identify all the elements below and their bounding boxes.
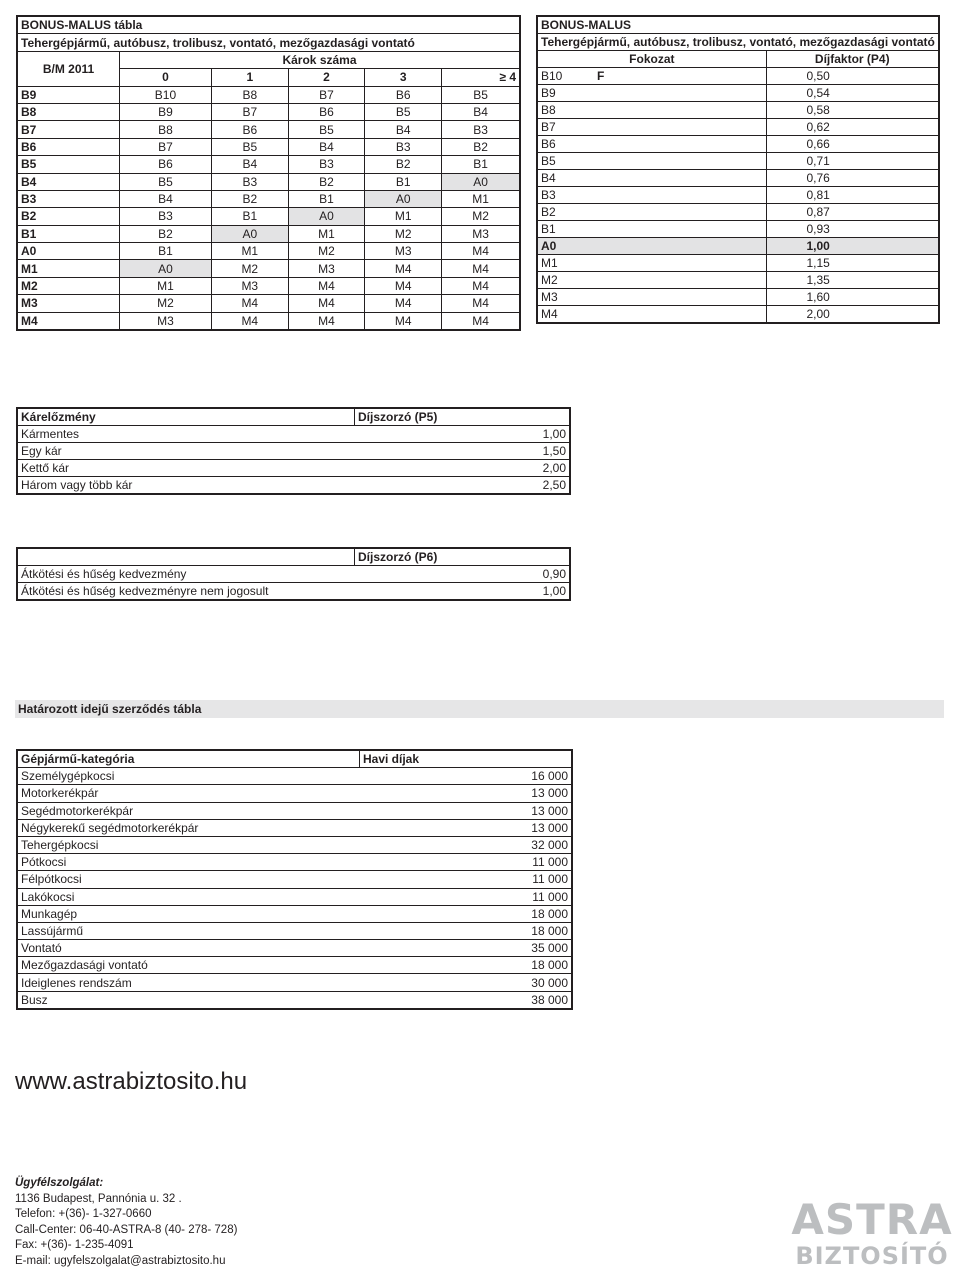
- bm-cell: M4: [442, 260, 520, 277]
- bf-col-factor: Díjfaktor (P4): [766, 51, 939, 68]
- bm-row-class: M4: [17, 312, 120, 330]
- fix-row: [17, 854, 572, 871]
- bf-mid: [594, 85, 766, 102]
- bf-mid: [594, 221, 766, 238]
- bm-row: [17, 86, 520, 103]
- bm-claim-col: 2: [288, 69, 365, 86]
- bf-row: [537, 272, 939, 289]
- fax-line: Fax: +(36)- 1-235-4091: [15, 1239, 134, 1251]
- bm-cell: B5: [442, 86, 520, 103]
- p5-value: 2,00: [355, 460, 571, 477]
- bm-cell: A0: [211, 225, 288, 242]
- bm-row-class: A0: [17, 243, 120, 260]
- bf-mid: [594, 187, 766, 204]
- fix-value: 18 000: [360, 922, 573, 939]
- phone-line: Telefon: +(36)- 1-327-0660: [15, 1208, 152, 1220]
- fix-col-category: Gépjármű-kategória: [17, 750, 360, 768]
- bm-cell: B7: [211, 103, 288, 120]
- bf-subtitle: Tehergépjármű, autóbusz, trolibusz, vontató, mezőgazdasági vontató: [537, 34, 939, 51]
- bm-cell: M3: [288, 260, 365, 277]
- bf-level: B1: [537, 221, 594, 238]
- bf-factor: 1,15: [766, 255, 939, 272]
- bf-mid: [594, 119, 766, 136]
- bonus-malus-table: [16, 15, 521, 331]
- bm-cell: B2: [288, 173, 365, 190]
- call-center-line: Call-Center: 06-40-ASTRA-8 (40- 278- 728): [15, 1223, 238, 1236]
- bm-row: [17, 260, 520, 277]
- fix-value: 13 000: [360, 785, 573, 802]
- bm-row-class: B3: [17, 190, 120, 207]
- bm-cell: M4: [442, 295, 520, 312]
- fix-row: [17, 991, 572, 1009]
- fixed-term-table: [16, 749, 573, 1010]
- bm-row-class: B5: [17, 156, 120, 173]
- bf-mid: [594, 289, 766, 306]
- bf-factor: 0,62: [766, 119, 939, 136]
- fix-label: Lakókocsi: [17, 888, 360, 905]
- bm-cell: M4: [211, 312, 288, 330]
- bf-row: [537, 204, 939, 221]
- bm-cell: M1: [288, 225, 365, 242]
- bm-row: [17, 312, 520, 330]
- bf-mid: [594, 153, 766, 170]
- p5-value: 1,00: [355, 426, 571, 443]
- bm-row: [17, 208, 520, 225]
- bm-cell: B1: [442, 156, 520, 173]
- bf-level: M1: [537, 255, 594, 272]
- email-line: E-mail: ugyfelszolgalat@astrabiztosito.hu: [15, 1254, 226, 1267]
- bm-cell: M4: [288, 312, 365, 330]
- bm-cell: B3: [442, 121, 520, 138]
- bf-factor: 0,71: [766, 153, 939, 170]
- bf-factor: 0,58: [766, 102, 939, 119]
- fix-value: 16 000: [360, 768, 573, 785]
- bf-factor: 0,50: [766, 68, 939, 85]
- bm-row-class: B1: [17, 225, 120, 242]
- bf-row: [537, 136, 939, 153]
- p6-col-value: Díjszorzó (P6): [355, 548, 571, 566]
- bm-cell: M2: [288, 243, 365, 260]
- fix-value: 18 000: [360, 905, 573, 922]
- p5-row: [17, 443, 570, 460]
- claims-history-table: [16, 407, 571, 495]
- bf-level: M4: [537, 306, 594, 324]
- bf-factor: 0,81: [766, 187, 939, 204]
- fix-label: Személygépkocsi: [17, 768, 360, 785]
- bm-claim-col: ≥ 4: [442, 69, 520, 86]
- logo-bottom-text: BIZTOSÍTÓ: [795, 1242, 949, 1270]
- fix-value: 13 000: [360, 819, 573, 836]
- fix-label: Pótkocsi: [17, 854, 360, 871]
- fix-row: [17, 888, 572, 905]
- bf-col-level: Fokozat: [537, 51, 766, 68]
- bm-claim-col: 1: [211, 69, 288, 86]
- bm-row: [17, 103, 520, 120]
- bf-row: [537, 306, 939, 324]
- fix-row: [17, 957, 572, 974]
- fix-label: Motorkerékpár: [17, 785, 360, 802]
- p6-row: [17, 566, 570, 583]
- bm-row: [17, 138, 520, 155]
- bm-row-class: B9: [17, 86, 120, 103]
- bm-row: [17, 277, 520, 294]
- fix-value: 32 000: [360, 836, 573, 853]
- bf-mid: [594, 306, 766, 324]
- bm-cell: B6: [211, 121, 288, 138]
- fix-row: [17, 836, 572, 853]
- bf-factor: 2,00: [766, 306, 939, 324]
- bf-level: B2: [537, 204, 594, 221]
- bm-cell: B5: [365, 103, 442, 120]
- bm-cell: B2: [442, 138, 520, 155]
- bf-factor: 1,60: [766, 289, 939, 306]
- bm-cell: B2: [120, 225, 212, 242]
- logo-top-text: ASTRA: [791, 1195, 953, 1244]
- bm-cell: B3: [288, 156, 365, 173]
- bm-row-class: B6: [17, 138, 120, 155]
- fix-row: [17, 819, 572, 836]
- p5-value: 1,50: [355, 443, 571, 460]
- bm-cell: M4: [288, 295, 365, 312]
- bf-mid: F: [594, 68, 766, 85]
- website-link[interactable]: www.astrabiztosito.hu: [15, 1068, 248, 1095]
- bm-cell: M4: [211, 295, 288, 312]
- fix-value: 18 000: [360, 957, 573, 974]
- bm-cell: A0: [442, 173, 520, 190]
- bf-level: B3: [537, 187, 594, 204]
- bm-row: [17, 156, 520, 173]
- bm-cell: B2: [211, 190, 288, 207]
- fix-row: [17, 974, 572, 991]
- bm-cell: B4: [211, 156, 288, 173]
- bm-row: [17, 190, 520, 207]
- p6-value: 0,90: [355, 566, 571, 583]
- bf-factor: 0,66: [766, 136, 939, 153]
- bm-cell: M4: [442, 277, 520, 294]
- bm-cell: M2: [211, 260, 288, 277]
- bf-factor: 0,76: [766, 170, 939, 187]
- bm-row: [17, 243, 520, 260]
- bm-cell: M4: [442, 243, 520, 260]
- p5-label: Kármentes: [17, 426, 355, 443]
- bm-cell: M3: [120, 312, 212, 330]
- bm-cell: B8: [120, 121, 212, 138]
- fix-value: 38 000: [360, 991, 573, 1009]
- bm-cell: B1: [120, 243, 212, 260]
- bm-row: [17, 173, 520, 190]
- p5-value: 2,50: [355, 477, 571, 495]
- bf-row: [537, 255, 939, 272]
- fix-label: Félpótkocsi: [17, 871, 360, 888]
- bf-level: B6: [537, 136, 594, 153]
- bf-row: [537, 289, 939, 306]
- bm-cell: M3: [365, 243, 442, 260]
- bm-cell: B1: [288, 190, 365, 207]
- bm-cell: M4: [365, 295, 442, 312]
- bm-cell: M4: [365, 312, 442, 330]
- bm-cell: M4: [442, 312, 520, 330]
- bf-row: [537, 68, 939, 85]
- astra-logo: [791, 1192, 953, 1270]
- bf-mid: [594, 102, 766, 119]
- bf-row: [537, 238, 939, 255]
- fix-label: Négykerekű segédmotorkerékpár: [17, 819, 360, 836]
- fix-label: Busz: [17, 991, 360, 1009]
- bm-cell: B6: [120, 156, 212, 173]
- bf-mid: [594, 272, 766, 289]
- bm-cell: B2: [365, 156, 442, 173]
- bf-factor: 0,54: [766, 85, 939, 102]
- bf-factor: 1,35: [766, 272, 939, 289]
- fix-value: 11 000: [360, 871, 573, 888]
- fix-label: Munkagép: [17, 905, 360, 922]
- bm-cell: B1: [365, 173, 442, 190]
- p5-row: [17, 426, 570, 443]
- bf-row: [537, 102, 939, 119]
- fix-label: Mezőgazdasági vontató: [17, 957, 360, 974]
- fix-label: Lassújármű: [17, 922, 360, 939]
- bf-row: [537, 153, 939, 170]
- bm-subtitle: Tehergépjármű, autóbusz, trolibusz, vontató, mezőgazdasági vontató: [17, 34, 520, 51]
- bf-mid: [594, 204, 766, 221]
- bm-row-class: M3: [17, 295, 120, 312]
- bm-row-class: B4: [17, 173, 120, 190]
- bm-row-class: B8: [17, 103, 120, 120]
- bm-cell: B7: [288, 86, 365, 103]
- bm-cell: B5: [211, 138, 288, 155]
- bf-mid: [594, 255, 766, 272]
- fix-value: 11 000: [360, 888, 573, 905]
- bm-cell: M1: [120, 277, 212, 294]
- fix-label: Segédmotorkerékpár: [17, 802, 360, 819]
- customer-service-block: [15, 1176, 237, 1269]
- bf-row: [537, 221, 939, 238]
- bf-level: B8: [537, 102, 594, 119]
- bm-cell: B3: [120, 208, 212, 225]
- p5-row: [17, 460, 570, 477]
- p5-col-value: Díjszorzó (P5): [355, 408, 571, 426]
- bf-level: B7: [537, 119, 594, 136]
- bm-row: [17, 225, 520, 242]
- p5-label: Három vagy több kár: [17, 477, 355, 495]
- bm-cell: B6: [288, 103, 365, 120]
- fix-value: 11 000: [360, 854, 573, 871]
- p6-row: [17, 583, 570, 601]
- fix-label: Ideiglenes rendszám: [17, 974, 360, 991]
- bf-level: B4: [537, 170, 594, 187]
- bm-cell: B1: [211, 208, 288, 225]
- bm-claims-header: Károk száma: [120, 51, 521, 68]
- bf-level: A0: [537, 238, 594, 255]
- bf-row: [537, 85, 939, 102]
- p5-col-label: Kárelőzmény: [17, 408, 355, 426]
- bf-factor: 0,93: [766, 221, 939, 238]
- bm-cell: B7: [120, 138, 212, 155]
- bm-row-class: M2: [17, 277, 120, 294]
- bm-cell: B4: [120, 190, 212, 207]
- bm-claim-col: 3: [365, 69, 442, 86]
- bonus-factor-table: [536, 15, 940, 324]
- p5-row: [17, 477, 570, 495]
- fix-label: Vontató: [17, 940, 360, 957]
- bm-row-header: B/M 2011: [17, 51, 120, 86]
- bf-factor: 1,00: [766, 238, 939, 255]
- p5-label: Kettő kár: [17, 460, 355, 477]
- fixed-term-section-title: Határozott idejű szerződés tábla: [15, 700, 944, 718]
- bm-cell: M4: [288, 277, 365, 294]
- bm-row: [17, 121, 520, 138]
- bm-cell: M2: [120, 295, 212, 312]
- bm-cell: A0: [365, 190, 442, 207]
- bm-cell: B6: [365, 86, 442, 103]
- bm-cell: B3: [211, 173, 288, 190]
- fix-value: 35 000: [360, 940, 573, 957]
- fix-row: [17, 905, 572, 922]
- fix-col-monthly: Havi díjak: [360, 750, 573, 768]
- p6-label: Átkötési és hűség kedvezményre nem jogosult: [17, 583, 355, 601]
- bm-cell: M2: [365, 225, 442, 242]
- bf-row: [537, 119, 939, 136]
- bm-cell: B4: [442, 103, 520, 120]
- bm-row-class: B2: [17, 208, 120, 225]
- bm-cell: M3: [442, 225, 520, 242]
- bm-cell: B3: [365, 138, 442, 155]
- fix-label: Tehergépkocsi: [17, 836, 360, 853]
- bf-row: [537, 170, 939, 187]
- bm-row-class: M1: [17, 260, 120, 277]
- customer-service-title: Ügyfélszolgálat:: [15, 1177, 104, 1189]
- bf-level: M2: [537, 272, 594, 289]
- bf-level: M3: [537, 289, 594, 306]
- bm-cell: A0: [120, 260, 212, 277]
- transfer-table: [16, 547, 571, 601]
- p5-label: Egy kár: [17, 443, 355, 460]
- bm-cell: M1: [442, 190, 520, 207]
- bf-level: B10: [537, 68, 594, 85]
- bm-cell: B5: [120, 173, 212, 190]
- bm-cell: B4: [365, 121, 442, 138]
- bm-cell: M1: [365, 208, 442, 225]
- bf-mid: [594, 170, 766, 187]
- fix-row: [17, 940, 572, 957]
- bm-claim-col: 0: [120, 69, 212, 86]
- bf-row: [537, 187, 939, 204]
- bf-factor: 0,87: [766, 204, 939, 221]
- bm-cell: M4: [365, 277, 442, 294]
- bm-row-class: B7: [17, 121, 120, 138]
- bm-cell: M3: [211, 277, 288, 294]
- fix-row: [17, 802, 572, 819]
- p6-col-label: [17, 548, 355, 566]
- fix-row: [17, 922, 572, 939]
- bm-cell: M2: [442, 208, 520, 225]
- bf-mid: [594, 136, 766, 153]
- bm-cell: B9: [120, 103, 212, 120]
- bm-row: [17, 295, 520, 312]
- fix-value: 13 000: [360, 802, 573, 819]
- bf-mid: [594, 238, 766, 255]
- fix-row: [17, 871, 572, 888]
- p6-label: Átkötési és hűség kedvezmény: [17, 566, 355, 583]
- bm-cell: B4: [288, 138, 365, 155]
- bm-cell: M1: [211, 243, 288, 260]
- bm-cell: B8: [211, 86, 288, 103]
- bm-cell: B10: [120, 86, 212, 103]
- bm-cell: M4: [365, 260, 442, 277]
- p6-value: 1,00: [355, 583, 571, 601]
- fix-row: [17, 768, 572, 785]
- bm-cell: B5: [288, 121, 365, 138]
- fix-value: 30 000: [360, 974, 573, 991]
- address-line: 1136 Budapest, Pannónia u. 32 .: [15, 1192, 182, 1205]
- bm-cell: A0: [288, 208, 365, 225]
- bf-level: B9: [537, 85, 594, 102]
- bf-level: B5: [537, 153, 594, 170]
- bm-title: BONUS-MALUS tábla: [17, 16, 520, 34]
- fix-row: [17, 785, 572, 802]
- bf-title: BONUS-MALUS: [537, 16, 939, 34]
